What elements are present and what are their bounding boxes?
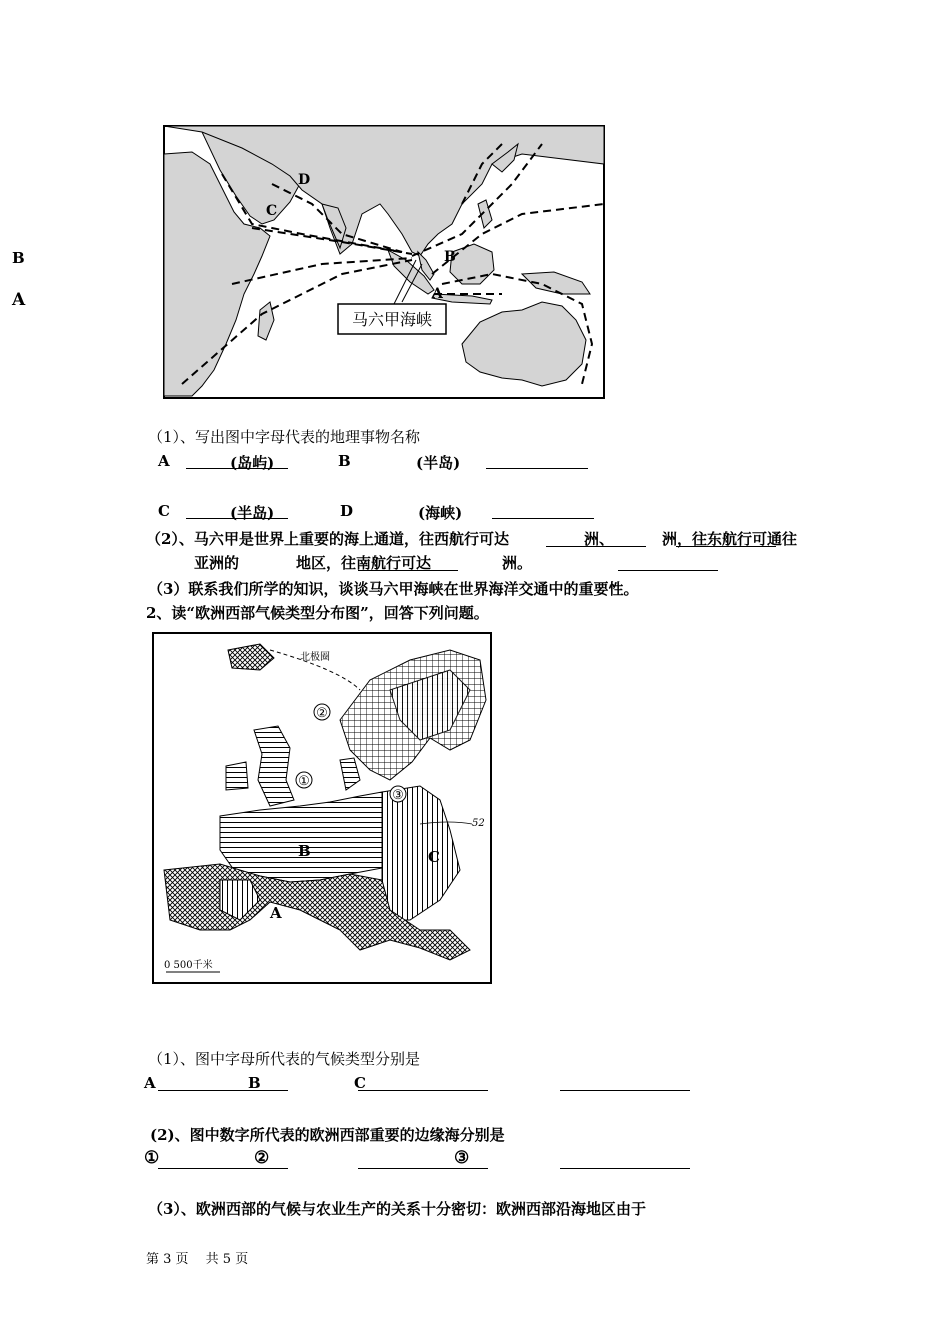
sea-label-2: ② [316,706,328,721]
sea-label-3: ③ [392,788,404,803]
answer-blank[interactable] [158,1090,288,1091]
answer-blank[interactable] [358,1168,488,1169]
map1-label-c: C [266,203,278,219]
scale-label: 0 500千米 [164,960,213,971]
q2-sub2-2: ② [254,1148,270,1168]
margin-label-b: B [12,249,25,267]
q2-sub2-3: ③ [454,1148,470,1168]
q2-sub2: (2)、图中数字所代表的欧洲西部重要的边缘海分别是 [150,1126,505,1144]
q1-sub2-line2-a: 亚洲的 [194,554,240,572]
answer-blank[interactable] [358,1090,488,1091]
climate-label-b: B [298,842,311,860]
q1-sub2-line2-b: 地区，往南航行可达 [296,554,432,572]
arctic-circle-label: 北极圈 [300,652,330,663]
page-footer: 第 3 页 共 5 页 [146,1252,249,1267]
margin-label-a: A [12,290,26,310]
q1-sub1: （1）、写出图中字母代表的地理事物名称 [148,428,421,446]
q1-row2-d-hint: (海峡) [418,504,463,522]
q2-sub1-c: C [354,1074,366,1092]
q1-row1-b: B [338,452,351,470]
q1-sub2-line1: （2）、马六甲是世界上重要的海上通道，往西航行可达 [146,530,509,548]
malacca-route-map [162,124,606,400]
q2-sub1: （1）、图中字母所代表的气候类型分别是 [148,1050,421,1068]
q2-sub2-1: ① [144,1148,160,1168]
sea-label-1: ① [298,774,310,789]
map1-label-b: B [444,249,456,265]
answer-blank[interactable] [158,1168,288,1169]
q1-sub3: （3）联系我们所学的知识，谈谈马六甲海峡在世界海洋交通中的重要性。 [148,580,639,598]
q1-row2-c-hint: (半岛) [230,504,275,522]
answer-blank[interactable] [358,570,458,571]
answer-blank[interactable] [618,570,718,571]
q1-row2-c: C [158,502,170,520]
q2-sub1-b: B [248,1074,261,1092]
answer-blank[interactable] [486,468,588,469]
q1-row1-a-hint: (岛屿) [230,454,275,472]
q1-row1-b-hint: (半岛) [416,454,461,472]
climate-label-c: C [428,848,440,866]
q2-sub3: （3）、欧洲西部的气候与农业生产的关系十分密切：欧洲西部沿海地区由于 [148,1200,646,1218]
q2-title: 2、读“欧洲西部气候类型分布图”，回答下列问题。 [146,604,489,622]
q1-sub2-a: 洲、 [584,530,615,548]
q1-sub2-line2-c: 洲。 [502,554,533,572]
europe-climate-map [150,630,494,986]
answer-blank[interactable] [492,518,594,519]
q1-row2-d: D [340,502,354,520]
answer-blank[interactable] [676,546,776,547]
map1-label-d: D [298,172,311,188]
answer-blank[interactable] [560,1168,690,1169]
strait-label: 马六甲海峡 [351,310,433,329]
climate-label-a: A [270,904,282,922]
map1-label-a: A [432,286,443,302]
answer-blank[interactable] [560,1090,690,1091]
q1-row1-a: A [158,452,170,470]
q1-sub2-b: 洲，往东航行可通往 [662,530,798,548]
latitude-label: 52 [472,818,485,829]
q2-sub1-a: A [144,1074,156,1092]
